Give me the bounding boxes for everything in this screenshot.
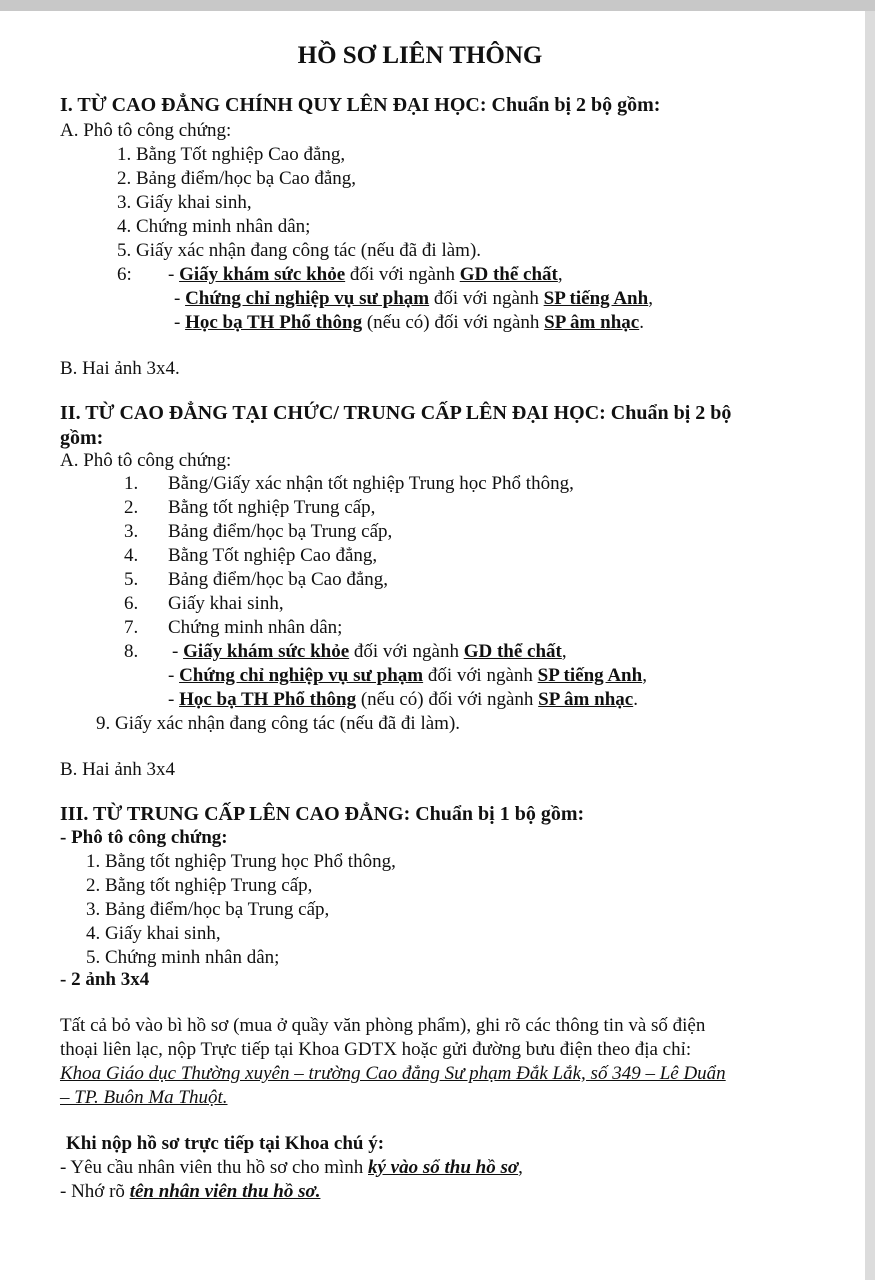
list-item: Bảng điểm/học bạ Cao đẳng, [168,569,389,590]
punctuation: , [518,1157,523,1178]
list-item: Bằng/Giấy xác nhận tốt nghiệp Trung học Phổ thông, [168,473,574,494]
connector-text: (nếu có) đối với ngành [362,312,545,333]
list-item: Giấy khai sinh, [168,593,284,614]
major-name: SP tiếng Anh [537,665,643,686]
major-name: GD thể chất [459,264,558,285]
section-1-part-a: A. Phô tô công chứng: [60,120,232,141]
note-text: - Yêu cầu nhân viên thu hồ sơ cho mình [60,1157,368,1178]
right-edge [865,11,875,1280]
list-item [174,289,653,308]
list-item [172,642,567,661]
section-3-photos: - 2 ảnh 3x4 [60,969,150,990]
punctuation: , [561,641,567,662]
note-emphasis: ký vào sổ thu hồ sơ [368,1157,519,1178]
list-item: Bằng Tốt nghiệp Cao đẳng, [168,545,378,566]
list-item-number: 8. [124,641,139,662]
list-item-number: 6. [124,593,139,614]
connector-text: đối với ngành [429,288,544,309]
major-name: SP tiếng Anh [543,288,649,309]
punctuation: , [557,264,563,285]
punctuation: . [633,689,638,710]
connector-text: đối với ngành [345,264,460,285]
major-name: SP âm nhạc [544,312,640,333]
list-item: Bằng tốt nghiệp Trung cấp, [168,497,376,518]
mailing-address: Khoa Giáo dục Thường xuyên – trường Cao đẳng Sư phạm Đắk Lắk, số 349 – Lê Duẩn [60,1063,726,1084]
section-2-heading: II. TỪ CAO ĐẲNG TẠI CHỨC/ TRUNG CẤP LÊN ĐẠI HỌC: Chuẩn bị 2 bộ [60,402,732,424]
list-item: 9. Giấy xác nhận đang công tác (nếu đã đi làm). [96,713,461,734]
mailing-address-cont: – TP. Buôn Ma Thuột. [60,1087,228,1108]
document-name: Học bạ TH Phổ thông [179,689,357,710]
note-item [60,1182,320,1201]
section-2-heading-cont: gồm: [60,427,104,449]
section-3-part-a: - Phô tô công chứng: [60,827,228,848]
section-3-heading: III. TỪ TRUNG CẤP LÊN CAO ĐẲNG: Chuẩn bị 1 bộ gồm: [60,803,585,825]
connector-text: đối với ngành [423,665,538,686]
note-text: - Nhớ rõ [60,1181,130,1202]
list-item [174,313,644,332]
punctuation: , [642,665,647,686]
document-name: Chứng chỉ nghiệp vụ sư phạm [179,665,424,686]
list-item-number: 2. [124,497,139,518]
dash: - [172,641,184,662]
section-1-heading: I. TỪ CAO ĐẲNG CHÍNH QUY LÊN ĐẠI HỌC: Chuẩn bị 2 bộ gồm: [60,94,661,116]
list-item: 4. Chứng minh nhân dân; [117,216,311,237]
list-item: 5. Giấy xác nhận đang công tác (nếu đã đi làm). [117,240,482,261]
list-item: 3. Bảng điểm/học bạ Trung cấp, [86,899,330,920]
dash: - [168,264,180,285]
note-item [60,1158,523,1177]
page-title: HỒ SƠ LIÊN THÔNG [297,42,543,69]
connector-text: (nếu có) đối với ngành [356,689,539,710]
instructions-text: Tất cả bỏ vào bì hồ sơ (mua ở quầy văn phòng phẩm), ghi rõ các thông tin và số điện [60,1015,706,1036]
list-item [168,690,638,709]
list-item: 5. Chứng minh nhân dân; [86,947,280,968]
punctuation: , [648,288,653,309]
major-name: GD thể chất [463,641,562,662]
list-item-number: 1. [124,473,139,494]
dash: - [168,665,180,686]
dash: - [174,288,186,309]
list-item: Chứng minh nhân dân; [168,617,343,638]
list-item-number: 3. [124,521,139,542]
document-name: Giấy khám sức khỏe [183,641,350,662]
section-1-part-b: B. Hai ảnh 3x4. [60,358,180,379]
connector-text: đối với ngành [349,641,464,662]
list-item [168,265,563,284]
list-item: 2. Bảng điểm/học bạ Cao đẳng, [117,168,357,189]
list-item-number: 7. [124,617,139,638]
top-edge [0,0,875,11]
list-item: Bảng điểm/học bạ Trung cấp, [168,521,393,542]
list-item-number: 5. [124,569,139,590]
list-item: 2. Bằng tốt nghiệp Trung cấp, [86,875,313,896]
document-name: Học bạ TH Phổ thông [185,312,363,333]
section-2-part-a: A. Phô tô công chứng: [60,450,232,471]
dash: - [174,312,186,333]
dash: - [168,689,180,710]
list-item: 1. Bằng Tốt nghiệp Cao đẳng, [117,144,346,165]
list-item-number: 4. [124,545,139,566]
note-heading: Khi nộp hồ sơ trực tiếp tại Khoa chú ý: [66,1133,385,1154]
list-item [168,666,647,685]
instructions-text: thoại liên lạc, nộp Trực tiếp tại Khoa GDTX hoặc gửi đường bưu điện theo địa chỉ: [60,1039,692,1060]
section-2-part-b: B. Hai ảnh 3x4 [60,759,176,780]
list-item: 4. Giấy khai sinh, [86,923,221,944]
document-name: Chứng chỉ nghiệp vụ sư phạm [185,288,430,309]
document-name: Giấy khám sức khỏe [179,264,346,285]
list-item: 1. Bằng tốt nghiệp Trung học Phổ thông, [86,851,396,872]
major-name: SP âm nhạc [538,689,634,710]
note-emphasis: tên nhân viên thu hồ sơ. [129,1181,321,1202]
list-item-number: 6: [117,264,132,285]
punctuation: . [639,312,644,333]
list-item: 3. Giấy khai sinh, [117,192,252,213]
